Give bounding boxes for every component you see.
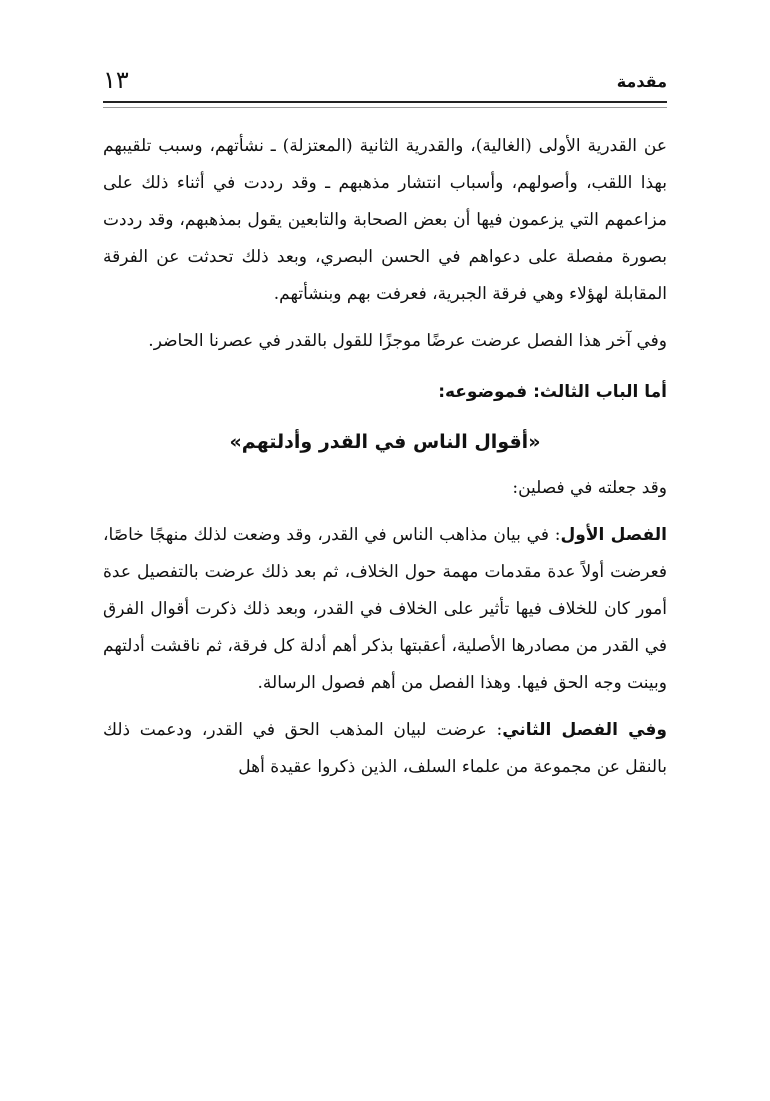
paragraph-5-lead: وفي الفصل الثاني	[502, 720, 667, 740]
paragraph-5	[103, 712, 667, 786]
chapter-title: «أقوال الناس في القدر وأدلتهم»	[229, 431, 541, 453]
header-rule	[103, 101, 667, 108]
paragraph-1: عن القدرية الأولى (الغالية)، والقدرية الثانية (المعتزلة) ـ نشأتهم، وسبب تلقيبهم بهذا اللقب، وأصولهم، وأسباب انتشار مذهبهم ـ وقد رددت في أثناء ذلك على مزاعمهم التي يزعمون فيها أن بعض الصحابة والتابعين يقول بمذهبهم، وقد رددت بصورة مفصلة على دعواهم في الحسن البصري، وبعد ذلك تحدثت عن الفرقة المقابلة لهؤلاء وهي فرقة الجبرية، فعرفت بهم وبنشأتهم.	[103, 136, 667, 304]
section-heading: أما الباب الثالث: فموضوعه:	[438, 382, 667, 402]
page-number: ١٣	[103, 66, 129, 94]
paragraph-4-lead: الفصل الأول	[560, 525, 667, 545]
page-header	[103, 64, 667, 100]
paragraph-3: وقد جعلته في فصلين:	[512, 478, 667, 498]
paragraph-5-text: : عرضت لبيان المذهب الحق في القدر، ودعمت ذلك بالنقل عن مجموعة من علماء السلف، الذين ذكروا عقيدة أهل	[103, 720, 667, 777]
running-title: مقدمة	[616, 72, 667, 91]
paragraph-4	[103, 517, 667, 702]
page-body	[103, 128, 667, 786]
paragraph-4-text: : في بيان مذاهب الناس في القدر، وقد وضعت لذلك منهجًا خاصًا، فعرضت أولاً عدة مقدمات مهمة حول الخلاف، ثم بعد ذلك عرضت بالتفصيل عدة أمور كان للخلاف فيها تأثير على الخلاف في القدر، وبعد ذلك ذكرت أقوال الفرق في القدر من مصادرها الأصلية، أعقبتها بذكر أهم أدلة كل فرقة، ثم ناقشت أدلتهم وبينت وجه الحق فيها. وهذا الفصل من أهم فصول الرسالة.	[103, 525, 667, 693]
paragraph-2: وفي آخر هذا الفصل عرضت عرضًا موجزًا للقول بالقدر في عصرنا الحاضر.	[148, 331, 667, 351]
